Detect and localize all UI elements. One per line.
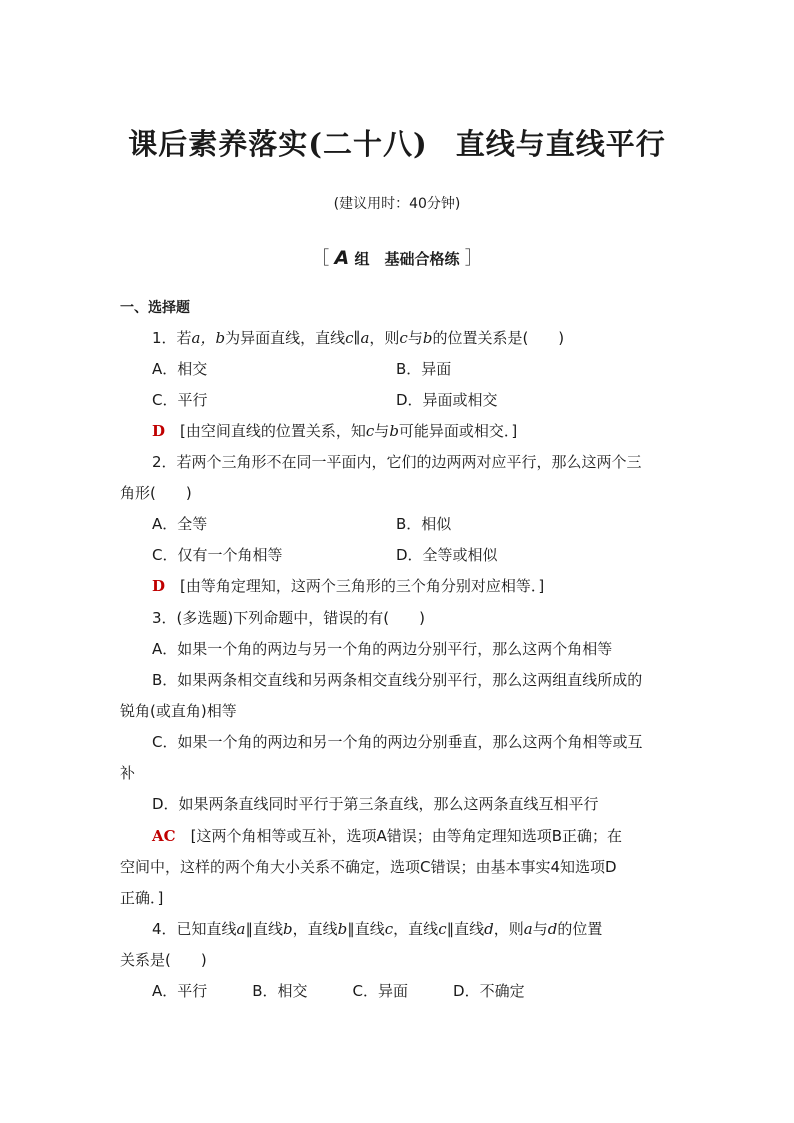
option-b: B．相似	[396, 515, 452, 533]
section-heading: 一、选择题	[120, 300, 190, 316]
option-c: C．平行	[152, 391, 208, 409]
page-title	[0, 122, 794, 163]
option-c: C．仅有一个角相等	[152, 546, 283, 564]
answer-label: D	[152, 577, 166, 595]
option-d: D．异面或相交	[396, 391, 498, 409]
question-3-option-c-line2: 补	[120, 764, 136, 782]
option-a: A．全等	[152, 515, 208, 533]
group-heading	[0, 244, 794, 270]
group-label: 组 基础合格练	[354, 250, 460, 268]
bracket-open: ［	[311, 248, 330, 269]
title-main: 课后素养落实(二十八)	[128, 127, 428, 161]
question-4-stem-line2: 关系是( )	[120, 951, 207, 969]
option-d: D．全等或相似	[396, 546, 498, 564]
option-b: B．异面	[396, 360, 452, 378]
question-2-stem-line2: 角形( )	[120, 484, 192, 502]
document-page: 课后素养落实(二十八) 直线与直线平行 (建议用时：40分钟) ［ A 组 基础合格练 ］ 一、选择题 1．若a，b为异面直线，直线c∥a，则c与b的位置关系是( ) A．相交 B．异面 C．平行 D．异面或相交 D [由空间直线的位置关系，知c与b可能异面或相交．] 2．若两个三角形不在同一平面内，它们的边两两对应平行，那么这两个三 角形( ) A．全等 B．相似 C．仅有一个角相等 D．全等或相似 D [由等角定理知，这两个三角形的三个角分别对应相等．] 3．(多选题)下列命题中，错误的有( ) A．如果一个角的两边与另一个角的两边分别平行，那么这两个角相等 B．如果两条相交直线和另两条相交直线分别平行，那么这两组直线所成的 锐角(或直角)相等 C．如果一个角的两边和另一个角的两边分别垂直，那么这两个角相等或互 补 D．如果两条直线同时平行于第三条直线，那么这两条直线互相平行 AC [这两个角相等或互补，选项A错误；由等角定理知选项B正确；在 空间中，这样的两个角大小关系不确定，选项C错误；由基本事实4知选项D 正确．] 4．已知直线a∥直线b，直线b∥直线c，直线c∥直线d，则a与d的位置 关系是( ) A．平行 B．相交 C．异面 D．不确定	[0, 0, 794, 1123]
time-note: (建议用时：40分钟)	[333, 196, 461, 212]
question-3-answer-line2: 空间中，这样的两个角大小关系不确定，选项C错误；由基本事实4知选项D	[120, 858, 617, 876]
question-3-option-b-line2: 锐角(或直角)相等	[120, 702, 237, 720]
group-letter: A	[334, 247, 350, 269]
question-3-answer-line3: 正确．]	[120, 889, 164, 907]
answer-label: AC	[152, 827, 176, 845]
option-a: A．相交	[152, 360, 208, 378]
bracket-close: ］	[464, 248, 483, 269]
title-sub: 直线与直线平行	[455, 127, 666, 161]
answer-label: D	[152, 422, 166, 440]
